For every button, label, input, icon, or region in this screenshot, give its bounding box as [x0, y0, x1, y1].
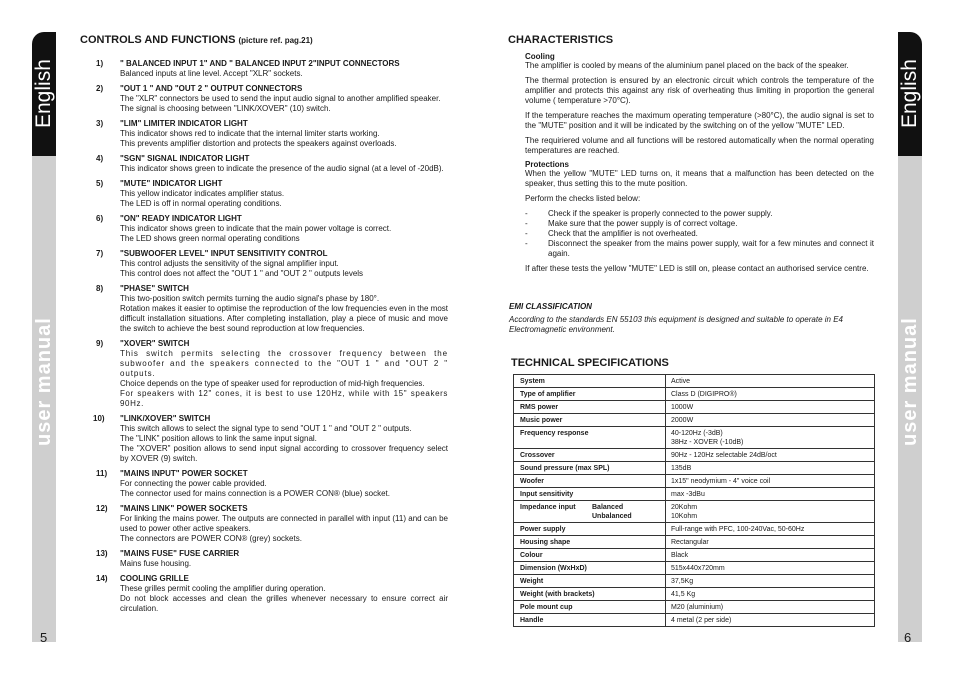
table-row	[514, 614, 875, 627]
language-label: English	[32, 59, 55, 129]
manual-tab	[898, 156, 922, 642]
spec-value: 20Kohm 10Kohm	[666, 501, 875, 523]
spec-key: Type of amplifier	[514, 388, 666, 401]
spec-value: max -3dBu	[666, 488, 875, 501]
spec-key: Pole mount cup	[514, 601, 666, 614]
item-number: 5)	[96, 179, 104, 188]
specs-table	[513, 374, 875, 627]
cooling-paragraph: If the temperature reaches the maximum operating temperature (>80°C), the audio signal is set to the "MUTE" position and it will be indicated by the switching on of the yellow "MUTE" LED.	[525, 111, 874, 130]
controls-heading	[80, 34, 448, 46]
item-text: For connecting the power cable provided.	[120, 479, 267, 488]
spec-value: 37,5Kg	[666, 575, 875, 588]
item-text: The LED is off in normal operating conditions.	[120, 199, 282, 208]
item-text: This switch allows to select the signal type to send "OUT 1 " and "OUT 2 " outputs.	[120, 424, 412, 433]
item-text: This prevents amplifier distortion and protects the speakers against overloads.	[120, 139, 397, 148]
manual-tab	[32, 156, 56, 642]
cooling-paragraph: The thermal protection is ensured by an electronic circuit which controls the temperature of the amplifier and protects this against any risk of overheating thus limiting in proportion the general volume ( temperature >70°C).	[525, 76, 874, 105]
control-item-13	[80, 549, 448, 569]
table-row	[514, 388, 875, 401]
table-row	[514, 488, 875, 501]
table-row	[514, 588, 875, 601]
control-item-14	[80, 574, 448, 614]
spec-value: 1000W	[666, 401, 875, 414]
item-title: " BALANCED INPUT 1" AND " BALANCED INPUT 2"INPUT CONNECTORS	[120, 59, 400, 68]
item-number: 3)	[96, 119, 104, 128]
item-text: For speakers with 12" cones, it is best to use 120Hz, while with 15" speakers 90Hz.	[120, 389, 448, 408]
cooling-heading: Cooling	[525, 52, 555, 61]
item-number: 4)	[96, 154, 104, 163]
list-item: - Disconnect the speaker from the mains power supply, wait for a few minutes and connect it again.	[525, 239, 874, 258]
control-item-3	[80, 119, 448, 149]
spec-value: Class D (DIGIPRO®)	[666, 388, 875, 401]
characteristics-heading: CHARACTERISTICS	[508, 34, 614, 46]
language-tab	[32, 32, 56, 156]
spec-key: Sound pressure (max SPL)	[514, 462, 666, 475]
manual-label: user manual	[899, 317, 921, 447]
manual-label: user manual	[33, 317, 55, 447]
emi-text: According to the standards EN 55103 this equipment is designed and suitable to operate in E4 Electromagnetic environment.	[509, 315, 843, 334]
item-number: 14)	[96, 574, 108, 583]
tech-specs-heading: TECHNICAL SPECIFICATIONS	[511, 357, 669, 369]
list-item: - Check if the speaker is properly connected to the power supply.	[525, 209, 773, 218]
item-text: This indicator shows green to indicate the presence of the audio signal (at a level of -20dB).	[120, 164, 444, 173]
spec-value: 2000W	[666, 414, 875, 427]
item-number: 13)	[96, 549, 108, 558]
spec-key: Housing shape	[514, 536, 666, 549]
table-row	[514, 536, 875, 549]
item-title: "SGN" SIGNAL INDICATOR LIGHT	[120, 154, 250, 163]
language-tab	[898, 32, 922, 156]
item-number: 2)	[96, 84, 104, 93]
item-number: 9)	[96, 339, 104, 348]
controls-title: CONTROLS AND FUNCTIONS	[80, 34, 236, 46]
spec-key: Woofer	[514, 475, 666, 488]
item-text: The connector used for mains connection is a POWER CON® (blue) socket.	[120, 489, 391, 498]
item-number: 11)	[96, 469, 108, 478]
spec-key: Frequency response	[514, 427, 666, 449]
after-checks-paragraph: If after these tests the yellow "MUTE" LED is still on, please contact an authorised service centre.	[525, 264, 869, 273]
item-text: Mains fuse housing.	[120, 559, 192, 568]
item-title: "OUT 1 " AND "OUT 2 " OUTPUT CONNECTORS	[120, 84, 303, 93]
item-text: This control adjusts the sensitivity of the signal amplifier input.	[120, 259, 339, 268]
item-title: "MAINS FUSE" FUSE CARRIER	[120, 549, 240, 558]
table-row	[514, 449, 875, 462]
cooling-paragraph: The requiriered volume and all functions will be restored automatically when the normal operating temperatures are reached.	[525, 136, 874, 155]
item-title: "XOVER" SWITCH	[120, 339, 190, 348]
table-row	[514, 375, 875, 388]
item-title: "LIM" LIMITER INDICATOR LIGHT	[120, 119, 248, 128]
spec-value: 4 metal (2 per side)	[666, 614, 875, 627]
language-label: English	[898, 59, 921, 129]
table-row	[514, 462, 875, 475]
spec-key: Colour	[514, 549, 666, 562]
item-number: 12)	[96, 504, 108, 513]
cooling-paragraph: The amplifier is cooled by means of the aluminium panel placed on the back of the speaker.	[525, 61, 849, 70]
table-row	[514, 523, 875, 536]
spec-value: 41,5 Kg	[666, 588, 875, 601]
item-text: This indicator shows red to indicate that the internal limiter starts working.	[120, 129, 380, 138]
left-side-tab	[32, 32, 56, 642]
item-title: "MUTE" INDICATOR LIGHT	[120, 179, 223, 188]
table-row	[514, 401, 875, 414]
table-row	[514, 601, 875, 614]
item-text: The signal is choosing between "LINK/XOVER" (10) switch.	[120, 104, 331, 113]
item-title: "PHASE" SWITCH	[120, 284, 189, 293]
list-item: - Make sure that the power supply is of correct voltage.	[525, 219, 738, 228]
control-item-6	[80, 214, 448, 244]
control-item-5	[80, 179, 448, 209]
table-row	[514, 475, 875, 488]
protections-heading: Protections	[525, 160, 570, 169]
spec-value: Full-range with PFC, 100-240Vac, 50-60Hz	[666, 523, 875, 536]
item-text: The connectors are POWER CON® (grey) sockets.	[120, 534, 302, 543]
emi-heading: EMI CLASSIFICATION	[509, 302, 592, 311]
item-text: Rotation makes it easier to optimise the reproduction of the low frequencies even in the most difficult installation situations. After completing installation, play a piece of music and move the switch to achieve the best sound reproduction at low frequencies.	[120, 304, 448, 333]
spec-key: Weight (with brackets)	[514, 588, 666, 601]
table-row	[514, 575, 875, 588]
item-title: "SUBWOOFER LEVEL" INPUT SENSITIVITY CONTROL	[120, 249, 328, 258]
page-number-right: 6	[904, 630, 912, 645]
item-number: 6)	[96, 214, 104, 223]
spec-value: Black	[666, 549, 875, 562]
item-title: "MAINS INPUT" POWER SOCKET	[120, 469, 248, 478]
table-row	[514, 427, 875, 449]
control-item-4	[80, 154, 448, 174]
spec-value: Active	[666, 375, 875, 388]
control-item-2	[80, 84, 448, 114]
spec-key: Music power	[514, 414, 666, 427]
spec-key: Dimension (WxHxD)	[514, 562, 666, 575]
item-number: 1)	[96, 59, 104, 68]
item-number: 10)	[93, 414, 105, 423]
item-text: Do not block accesses and clean the grilles whenever necessary to ensure correct air circulation.	[120, 594, 448, 613]
item-text: Choice depends on the type of speaker used for reproduction of mid-high frequencies.	[120, 379, 425, 388]
table-row	[514, 501, 875, 523]
item-number: 8)	[96, 284, 104, 293]
spec-key: Impedance input Balanced Unbalanced	[514, 501, 666, 523]
controls-section	[80, 34, 448, 619]
page-number-left: 5	[40, 630, 48, 645]
item-text: This yellow indicator indicates amplifier status.	[120, 189, 285, 198]
table-row	[514, 549, 875, 562]
spec-key: RMS power	[514, 401, 666, 414]
control-item-9	[80, 339, 448, 409]
control-item-8	[80, 284, 448, 334]
spec-key: Handle	[514, 614, 666, 627]
spec-value: 135dB	[666, 462, 875, 475]
spec-value: Rectangular	[666, 536, 875, 549]
table-row	[514, 562, 875, 575]
characteristics-section	[508, 34, 874, 369]
item-text: The "XLR" connectors be used to send the input audio signal to another amplified speaker.	[120, 94, 441, 103]
item-text: The "LINK" position allows to link the same input signal.	[120, 434, 317, 443]
item-number: 7)	[96, 249, 104, 258]
item-text: This two-position switch permits turning the audio signal's phase by 180°.	[120, 294, 380, 303]
control-item-11	[80, 469, 448, 499]
protections-paragraph: When the yellow "MUTE" LED turns on, it means that a malfunction has been detected on the speaker, thus setting this to the mute position.	[525, 169, 874, 188]
item-text: This switch permits selecting the crossover frequency between the subwoofer and the speakers connected to the "OUT 1 " and "OUT 2 " outputs.	[120, 349, 448, 378]
spec-key: Weight	[514, 575, 666, 588]
item-title: "LINK/XOVER" SWITCH	[120, 414, 211, 423]
item-text: These grilles permit cooling the amplifier during operation.	[120, 584, 326, 593]
item-text: This control does not affect the "OUT 1 " and "OUT 2 " outputs levels	[120, 269, 364, 278]
control-item-7	[80, 249, 448, 279]
table-row	[514, 414, 875, 427]
item-title: COOLING GRILLE	[120, 574, 189, 583]
item-text: The "XOVER" position allows to send input signal according to crossover frequency select by XOVER (9) switch.	[120, 444, 448, 463]
item-text: This indicator shows green to indicate that the main power voltage is correct.	[120, 224, 392, 233]
spec-key: Power supply	[514, 523, 666, 536]
spec-value: 90Hz - 120Hz selectable 24dB/oct	[666, 449, 875, 462]
spec-key: Input sensitivity	[514, 488, 666, 501]
item-title: "ON" READY INDICATOR LIGHT	[120, 214, 242, 223]
spec-key: Crossover	[514, 449, 666, 462]
list-item: - Check that the amplifier is not overheated.	[525, 229, 698, 238]
spec-value: M20 (aluminium)	[666, 601, 875, 614]
spec-key: System	[514, 375, 666, 388]
control-item-1	[80, 59, 448, 79]
right-side-tab	[898, 32, 922, 642]
control-item-10	[80, 414, 448, 464]
spec-value: 1x15" neodymium - 4" voice coil	[666, 475, 875, 488]
item-text: For linking the mains power. The outputs are connected in parallel with input (11) and can be used to power other active speakers.	[120, 514, 448, 533]
controls-ref: (picture ref. pag.21)	[238, 36, 313, 45]
spec-value: 515x440x720mm	[666, 562, 875, 575]
checks-intro: Perform the checks listed below:	[525, 194, 641, 203]
item-text: Balanced inputs at line level. Accept "XLR" sockets.	[120, 69, 303, 78]
checks-list	[508, 209, 874, 259]
item-title: "MAINS LINK" POWER SOCKETS	[120, 504, 248, 513]
item-text: The LED shows green normal operating conditions	[120, 234, 300, 243]
control-item-12	[80, 504, 448, 544]
spec-value: 40-120Hz (-3dB) 38Hz - XOVER (-10dB)	[666, 427, 875, 449]
